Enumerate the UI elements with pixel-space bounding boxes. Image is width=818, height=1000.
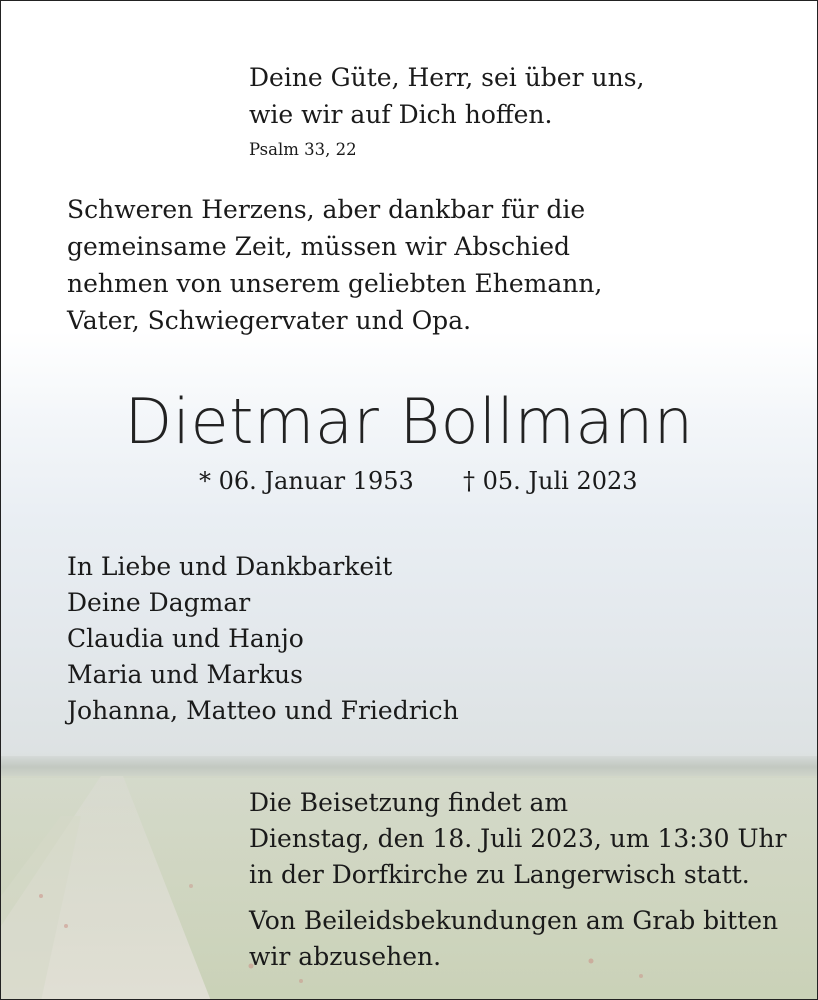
mourner-line: Claudia und Hanjo — [67, 624, 304, 653]
birth-date: * 06. Januar 1953 — [199, 467, 414, 495]
funeral-line: in der Dorfkirche zu Langerwisch statt. — [249, 860, 750, 889]
background-horizon — [1, 756, 817, 778]
intro-line: nehmen von unserem geliebten Ehemann, — [67, 269, 603, 298]
mourner-line: Deine Dagmar — [67, 588, 251, 617]
bible-verse-line: Deine Güte, Herr, sei über uns, — [249, 63, 645, 92]
mourners-list — [67, 549, 459, 729]
request-line: Von Beileidsbekundungen am Grab bitten — [249, 906, 779, 935]
funeral-info — [249, 785, 787, 893]
mourner-line: Johanna, Matteo und Friedrich — [67, 696, 459, 725]
bible-verse-line: wie wir auf Dich hoffen. — [249, 100, 553, 129]
mourner-line: Maria und Markus — [67, 660, 303, 689]
bible-verse-reference: Psalm 33, 22 — [249, 140, 357, 159]
intro-line: Schweren Herzens, aber dankbar für die — [67, 195, 586, 224]
bible-verse — [249, 59, 644, 133]
death-date: † 05. Juli 2023 — [463, 467, 638, 495]
funeral-line: Dienstag, den 18. Juli 2023, um 13:30 Uhr — [249, 824, 787, 853]
request-line: wir abzusehen. — [249, 942, 442, 971]
mourner-line: In Liebe und Dankbarkeit — [67, 552, 393, 581]
condolence-request — [249, 903, 778, 975]
deceased-name: Dietmar Bollmann — [124, 385, 694, 458]
intro-line: Vater, Schwiegervater und Opa. — [67, 306, 472, 335]
intro-line: gemeinsame Zeit, müssen wir Abschied — [67, 232, 571, 261]
intro-text — [67, 191, 747, 339]
funeral-line: Die Beisetzung findet am — [249, 788, 569, 817]
